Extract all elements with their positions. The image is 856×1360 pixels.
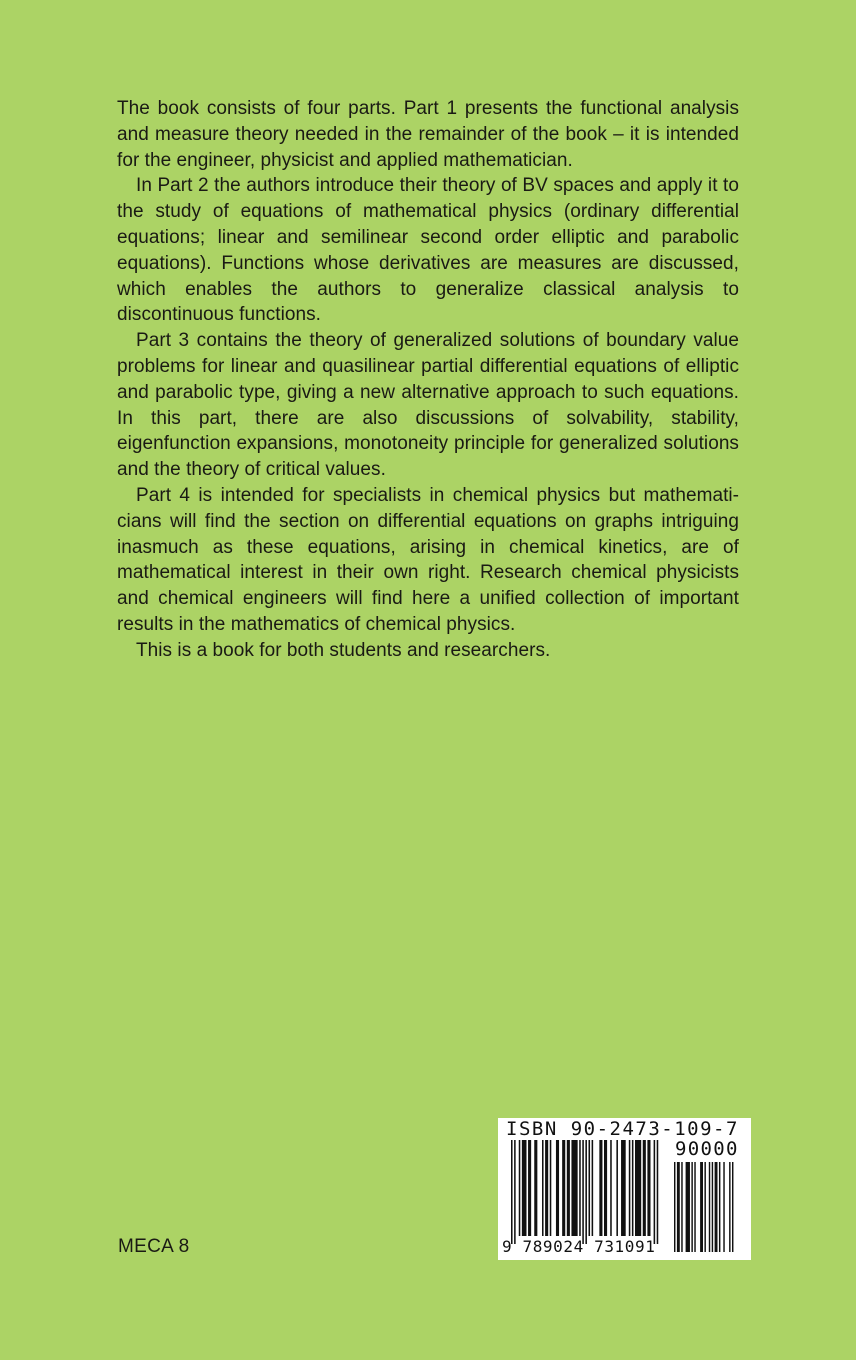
blurb-paragraph-4: Part 4 is intended for specialists in chemical physics but mathematicians will find the section on differential equations on graphs intriguing inasmuch as these equations, arising in chemical kinetics, are of mathematical interest in their own right. Research chemical physicists and chemical engineers will find here a unified collection of important results in the mathematics of chemical physics. (117, 484, 739, 635)
blurb-paragraph-1: The book consists of four parts. Part 1 presents the functional analysis and measure theory needed in the remainder of the book – it is intended for the engineer, physicist and applied mathematician. (117, 98, 739, 171)
blurb-text (117, 96, 739, 664)
blurb-paragraph-2: In Part 2 the authors introduce their theory of BV spaces and apply it to the study of equations of mathematical physics (ordinary differential equations; linear and semilinear second order elliptic and parabolic equations). Functions whose derivatives are measures are discussed, which enables the authors to generalize classical analysis to discontinuous functions. (117, 175, 739, 326)
blurb-paragraph-5: This is a book for both students and researchers. (136, 639, 551, 661)
barcode-box (498, 1118, 751, 1260)
addon-digits: 90000 (675, 1138, 739, 1160)
isbn-text: ISBN 90-2473-109-7 (506, 1118, 739, 1140)
ean-digits: 9 789024 731091 (502, 1237, 656, 1256)
series-label: MECA 8 (118, 1236, 190, 1257)
blurb-paragraph-3: Part 3 contains the theory of generalized solutions of boundary value problems for linear and quasilinear partial differential equations of elliptic and parabolic type, giving a new alternative approach to such equations. In this part, there are also discussions of solvability, stability, eigenfunction expansions, monotoneity principle for generalized solutions and the theory of critical values. (117, 330, 739, 481)
